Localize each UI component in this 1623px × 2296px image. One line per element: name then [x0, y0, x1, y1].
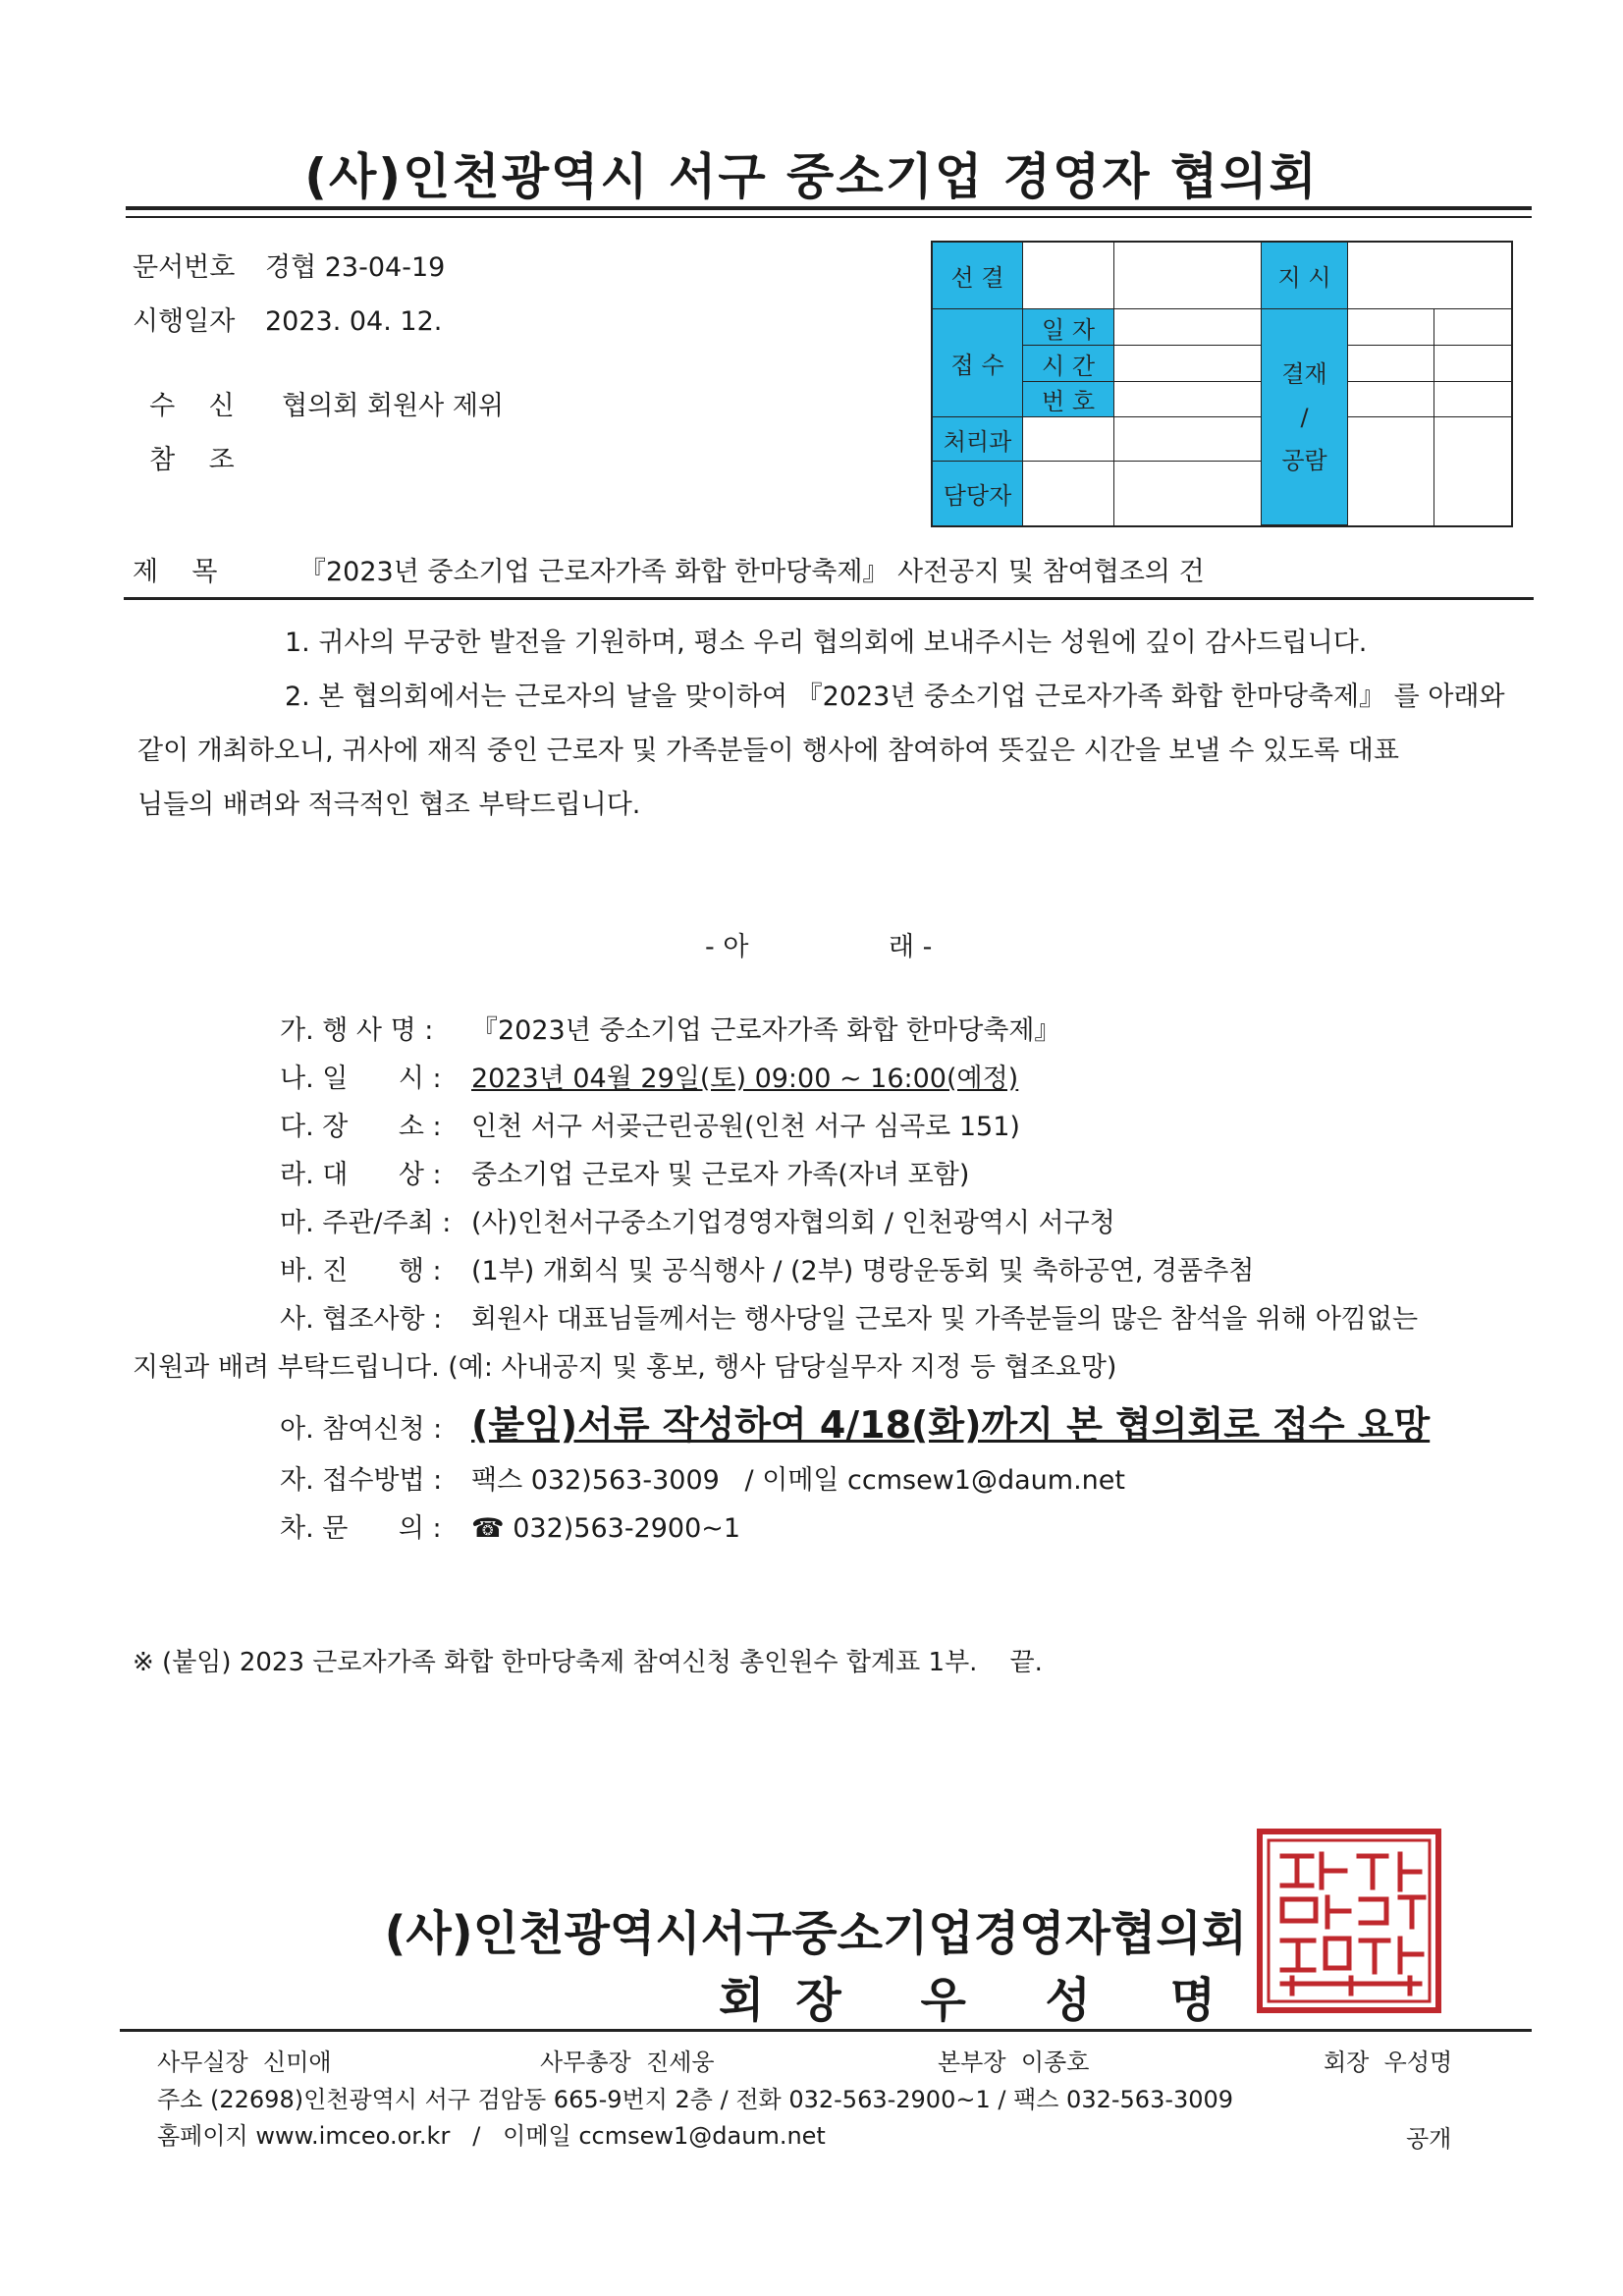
staff-name: 이종호	[1020, 2049, 1090, 2076]
signature-organization: (사)인천광역시서구중소기업경영자협의회	[384, 1906, 1247, 1961]
item-label: 다. 장 소 :	[280, 1112, 442, 1142]
seal-graphic	[1263, 1834, 1435, 2007]
staff-name: 신미애	[263, 2049, 332, 2076]
approval-cell	[1023, 243, 1114, 309]
title-rule-thin	[126, 216, 1532, 218]
item-label: 라. 대 상 :	[280, 1160, 442, 1190]
body-paragraph-2-line-2: 같이 개최하오니, 귀사에 재직 중인 근로자 및 가족분들이 행사에 참여하여 뜻깊은 시간을 보낼 수 있도록 대표	[137, 736, 1399, 766]
staff-role: 회장	[1324, 2049, 1370, 2076]
item-target	[280, 1153, 969, 1191]
approval-cell-damdang-ja: 담당자	[933, 462, 1023, 525]
footer-homepage: 홈페이지 www.imceo.or.kr / 이메일 ccmsew1@daum.net	[157, 2122, 826, 2150]
staff-role: 사무총장	[540, 2049, 631, 2076]
subject-value: 『2023년 중소기업 근로자가족 화합 한마당축제』 사전공지 및 참여협조의 건	[299, 557, 1205, 587]
item-application	[280, 1394, 1430, 1449]
footer-staff-1	[157, 2043, 332, 2077]
approval-cell	[1114, 382, 1262, 417]
item-value: (1부) 개회식 및 공식행사 / (2부) 명랑운동회 및 축하공연, 경품추첨	[471, 1256, 1255, 1286]
footer-disclosure: 공개	[1406, 2125, 1452, 2153]
approval-cell-beon-ho: 번 호	[1023, 382, 1114, 417]
approval-cell	[1114, 243, 1262, 309]
meta-reference	[133, 408, 282, 476]
footer-staff-3	[938, 2043, 1089, 2077]
approval-cell-si-gan: 시 간	[1023, 346, 1114, 382]
organization-title: (사)인천광역시 서구 중소기업 경영자 협의회	[304, 148, 1319, 205]
item-label: 아. 참여신청 :	[280, 1414, 443, 1445]
item-label: 바. 진 행 :	[280, 1256, 442, 1286]
approval-cell	[1348, 382, 1434, 417]
approval-cell-cheori-gwa: 처리과	[933, 417, 1023, 462]
approval-cell-il-ja: 일 자	[1023, 309, 1114, 346]
footer-rule	[120, 2029, 1532, 2032]
meta-value: 협의회 회원사 제위	[282, 391, 504, 421]
footer-staff-4	[1324, 2043, 1452, 2077]
meta-value: 2023. 04. 12.	[265, 306, 443, 337]
meta-label: 수 신	[149, 391, 235, 421]
subject-line	[133, 550, 1205, 588]
meta-label: 문서번호	[133, 252, 236, 283]
approval-cell	[1434, 309, 1511, 346]
approval-cell	[1348, 346, 1434, 382]
item-value: ☎ 032)563-2900~1	[471, 1513, 741, 1544]
approval-cell-seon-gyeol: 선 결	[933, 243, 1023, 309]
approval-cell	[1434, 346, 1511, 382]
item-label: 차. 문 의 :	[280, 1513, 442, 1544]
item-label: 마. 주관/주최 :	[280, 1208, 452, 1238]
slash-label: /	[1300, 403, 1309, 431]
item-venue	[280, 1105, 1020, 1143]
item-value: 『2023년 중소기업 근로자가족 화합 한마당축제』	[471, 1015, 1061, 1046]
approval-cell-gyeoljae-gongnam	[1262, 309, 1348, 525]
approval-table	[931, 241, 1513, 527]
signature-title: 회장 우 성 명	[719, 1973, 1247, 2028]
body-paragraph-1: 1. 귀사의 무궁한 발전을 기원하며, 평소 우리 협의회에 보내주시는 성원에 깊이 감사드립니다.	[285, 628, 1368, 658]
item-host	[280, 1201, 1115, 1239]
official-seal	[1257, 1829, 1441, 2013]
item-submission-method	[280, 1458, 1125, 1497]
meta-label: 시행일자	[133, 306, 236, 337]
meta-label: 참 조	[149, 445, 235, 475]
approval-cell-jeop-su: 접 수	[933, 309, 1023, 417]
below-heading-left: - 아	[705, 932, 749, 962]
approval-cell	[1348, 309, 1434, 346]
staff-role: 본부장	[938, 2049, 1006, 2076]
subject-rule	[124, 597, 1534, 600]
approval-cell	[1434, 382, 1511, 417]
staff-name: 우성명	[1383, 2049, 1453, 2076]
item-datetime	[280, 1057, 1018, 1095]
approval-cell	[1348, 417, 1434, 525]
approval-cell	[1114, 462, 1262, 525]
body-paragraph-2-line-1: 2. 본 협의회에서는 근로자의 날을 맞이하여 『2023년 중소기업 근로자가족 화합 한마당축제』 를 아래와	[285, 682, 1505, 712]
item-value: (붙임)서류 작성하여 4/18(화)까지 본 협의회로 접수 요망	[471, 1403, 1431, 1447]
approval-cell-ji-si: 지 시	[1262, 243, 1348, 309]
title-rule-thick	[126, 206, 1532, 210]
item-value: 2023년 04월 29일(토) 09:00 ~ 16:00(예정)	[471, 1064, 1019, 1094]
item-label: 사. 협조사항 :	[280, 1304, 443, 1335]
item-label: 가. 행 사 명 :	[280, 1015, 434, 1046]
item-cooperation-continued: 지원과 배려 부탁드립니다. (예: 사내공지 및 홍보, 행사 담당실무자 지정 등 협조요망)	[133, 1352, 1117, 1383]
approval-cell	[1023, 417, 1114, 462]
gongnam-label: 공람	[1281, 446, 1327, 474]
item-inquiry	[280, 1506, 740, 1545]
item-cooperation	[280, 1297, 1418, 1336]
approval-cell	[1023, 462, 1114, 525]
approval-cell	[1114, 309, 1262, 346]
footer-staff-2	[540, 2043, 715, 2077]
below-heading-right: 래 -	[889, 932, 933, 962]
item-value: 회원사 대표님들께서는 행사당일 근로자 및 가족분들의 많은 참석을 위해 아낌없는	[471, 1304, 1419, 1335]
footer-address: 주소 (22698)인천광역시 서구 검암동 665-9번지 2층 / 전화 032-563-2900~1 / 팩스 032-563-3009	[157, 2086, 1234, 2113]
item-label: 자. 접수방법 :	[280, 1465, 443, 1496]
meta-issue-date	[133, 300, 442, 338]
item-program	[280, 1249, 1254, 1287]
approval-cell	[1348, 243, 1511, 309]
item-value: 인천 서구 서곶근린공원(인천 서구 심곡로 151)	[471, 1112, 1020, 1142]
meta-doc-number	[133, 246, 445, 284]
item-label: 나. 일 시 :	[280, 1064, 442, 1094]
item-event-name	[280, 1009, 1060, 1047]
approval-cell	[1114, 417, 1262, 462]
body-paragraph-2-line-3: 님들의 배려와 적극적인 협조 부탁드립니다.	[137, 790, 641, 820]
gyeoljae-label: 결재	[1281, 359, 1327, 388]
attachment-note: ※ (붙임) 2023 근로자가족 화합 한마당축제 참여신청 총인원수 합계표 1부. 끝.	[133, 1648, 1043, 1677]
meta-value: 경협 23-04-19	[265, 252, 446, 283]
approval-cell	[1434, 417, 1511, 525]
subject-label: 제 목	[133, 557, 218, 587]
item-value: 중소기업 근로자 및 근로자 가족(자녀 포함)	[471, 1160, 970, 1190]
staff-role: 사무실장	[157, 2049, 248, 2076]
item-value: (사)인천서구중소기업경영자협의회 / 인천광역시 서구청	[471, 1208, 1115, 1238]
staff-name: 진세웅	[646, 2049, 715, 2076]
item-value: 팩스 032)563-3009 / 이메일 ccmsew1@daum.net	[471, 1465, 1125, 1496]
approval-cell	[1114, 346, 1262, 382]
